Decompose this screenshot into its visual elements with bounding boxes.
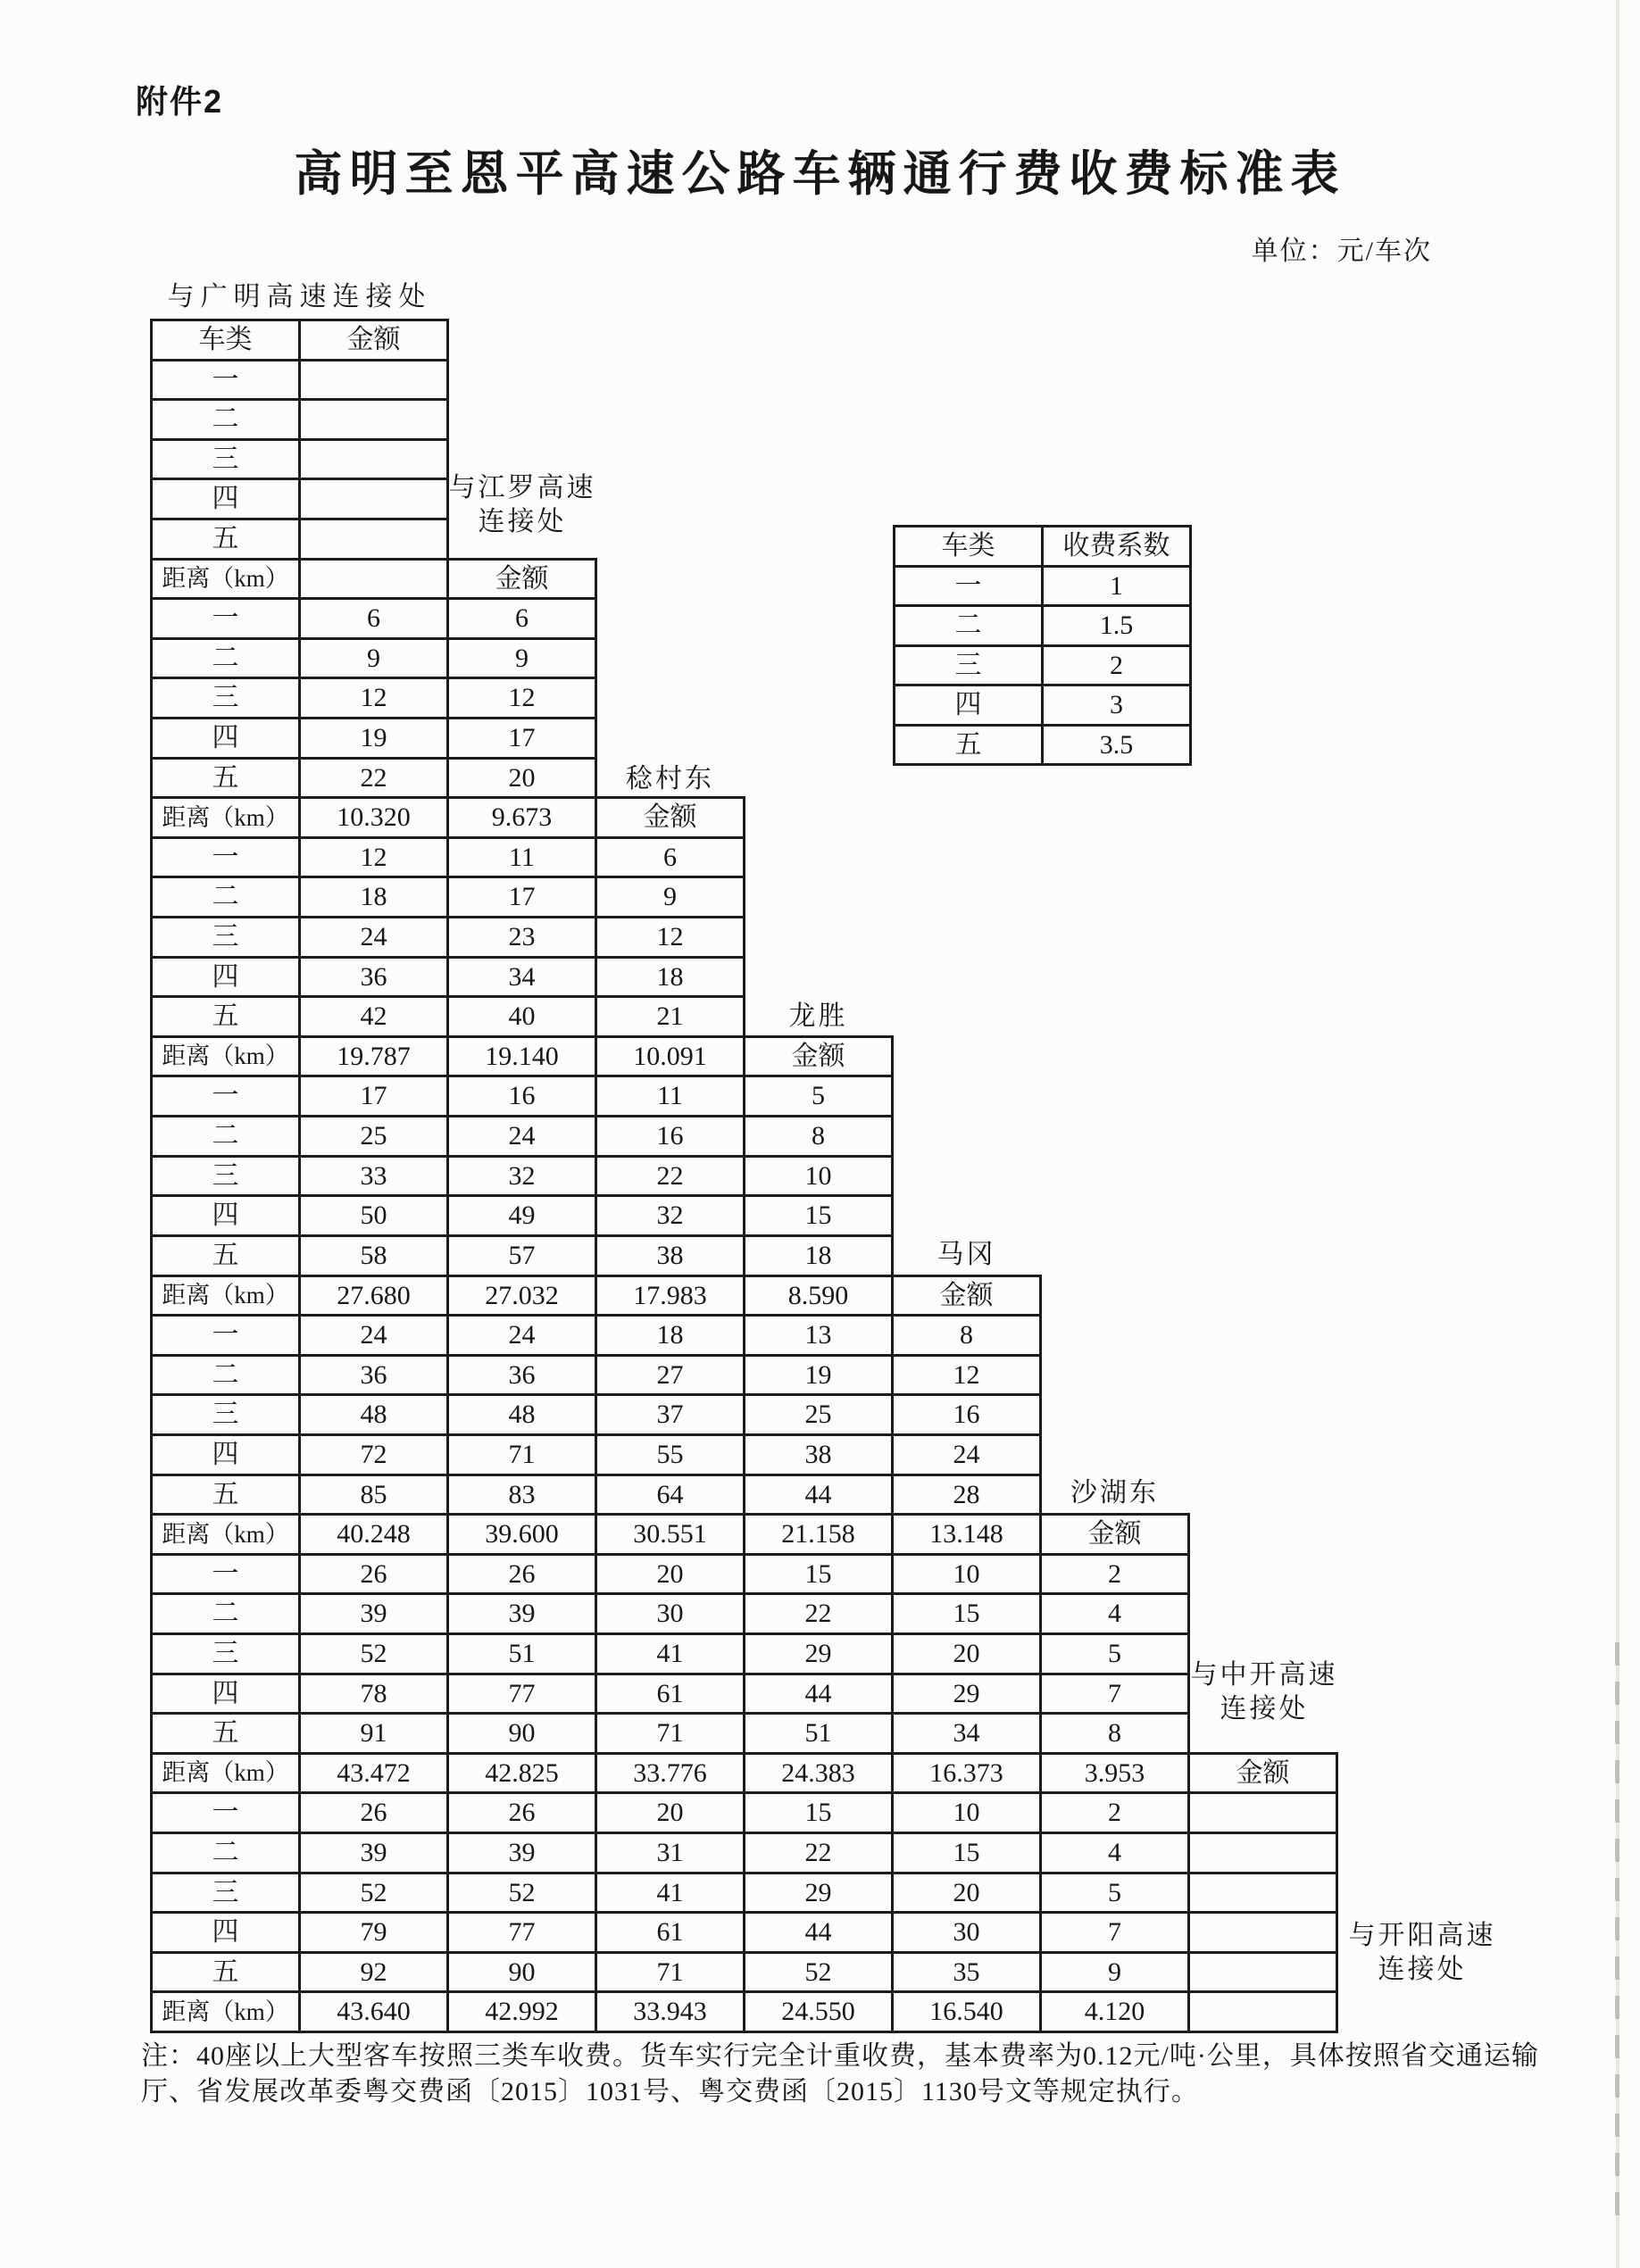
toll-amount-cell: 7 [1039,1911,1190,1954]
distance-row-label-cell: 距离（km） [150,1990,301,2033]
toll-amount-cell: 90 [446,1951,597,1993]
toll-amount-cell: 52 [743,1951,894,1993]
distance-value-cell: 21.158 [743,1513,894,1556]
toll-amount-cell: 28 [891,1474,1042,1516]
toll-amount-cell: 17 [446,717,597,760]
toll-amount-cell: 12 [595,916,745,959]
toll-amount-cell [298,359,449,401]
coef-factor-cell: 1 [1041,565,1192,607]
toll-amount-cell: 21 [595,995,745,1038]
toll-amount-cell: 44 [743,1673,894,1715]
toll-amount-cell: 39 [298,1832,449,1874]
toll-amount-cell [298,398,449,441]
corner-header-cell: 车类 [150,319,301,361]
class-row-label-cell: 五 [150,995,301,1038]
toll-amount-cell: 22 [298,757,449,799]
class-row-label-cell: 四 [150,1194,301,1237]
toll-amount-cell: 38 [743,1433,894,1476]
toll-amount-cell: 8 [1039,1712,1190,1755]
class-row-label-cell: 三 [150,916,301,959]
toll-amount-cell: 6 [298,597,449,640]
toll-amount-cell: 2 [1039,1791,1190,1834]
distance-value-cell: 19.140 [446,1035,597,1077]
class-row-label-cell: 一 [150,359,301,401]
toll-amount-cell [1187,1951,1338,1993]
toll-amount-cell: 17 [298,1075,449,1117]
exit-label-jiangluo [446,471,598,539]
toll-amount-cell: 12 [891,1354,1042,1396]
toll-amount-cell: 33 [298,1155,449,1197]
class-row-label-cell: 四 [150,717,301,760]
toll-amount-cell: 39 [446,1832,597,1874]
class-row-label-cell: 二 [150,1592,301,1635]
toll-amount-cell: 71 [595,1951,745,1993]
toll-amount-cell: 26 [446,1553,597,1595]
toll-amount-cell [298,518,449,561]
class-row-label-cell: 一 [150,1314,301,1357]
toll-amount-cell: 40 [446,995,597,1038]
footnote-line1: 注：40座以上大型客车按照三类车收费。货车实行完全计重收费，基本费率为0.12元/吨·公里，具体按照省交通运输 [141,2041,1539,2071]
toll-amount-cell: 6 [595,836,745,878]
distance-value-cell: 16.540 [891,1990,1042,2033]
toll-amount-cell: 25 [743,1393,894,1436]
distance-value-cell [1187,1990,1338,2033]
toll-amount-cell: 9 [446,637,597,679]
toll-amount-cell: 18 [298,876,449,918]
toll-amount-cell: 16 [891,1393,1042,1436]
toll-amount-cell: 8 [743,1115,894,1158]
distance-value-cell: 10.091 [595,1035,745,1077]
attachment-label: 附件2 [136,83,224,120]
toll-amount-cell: 22 [743,1592,894,1635]
toll-amount-cell: 12 [298,677,449,719]
toll-amount-cell [1187,1911,1338,1954]
toll-amount-cell: 85 [298,1474,449,1516]
toll-amount-cell: 52 [298,1872,449,1914]
toll-amount-cell: 77 [446,1673,597,1715]
distance-row-label-cell: 距离（km） [150,558,301,600]
toll-amount-cell: 10 [743,1155,894,1197]
exit-label-kaiyang-line1: 与开阳高速 [1348,1921,1496,1950]
exit-label-shahudong: 沙湖东 [1070,1478,1159,1508]
distance-value-cell: 24.550 [743,1990,894,2033]
distance-value-cell: 19.787 [298,1035,449,1077]
distance-value-cell: 16.373 [891,1752,1042,1794]
amount-header-cell: 金额 [1187,1752,1338,1794]
toll-amount-cell: 25 [298,1115,449,1158]
toll-amount-cell: 9 [1039,1951,1190,1993]
toll-amount-cell [1187,1832,1338,1874]
coef-factor-cell: 3 [1041,684,1192,727]
toll-amount-cell: 44 [743,1911,894,1954]
toll-amount-cell: 15 [891,1592,1042,1635]
toll-amount-cell: 22 [595,1155,745,1197]
toll-amount-cell: 55 [595,1433,745,1476]
class-row-label-cell: 五 [150,757,301,799]
class-row-label-cell: 三 [150,1632,301,1675]
exit-label-magang: 马冈 [937,1240,996,1269]
toll-amount-cell: 12 [446,677,597,719]
amount-header-cell: 金额 [298,319,449,361]
exit-label-zhongkai [1190,1658,1338,1726]
class-row-label-cell: 三 [150,1872,301,1914]
toll-amount-cell: 20 [446,757,597,799]
toll-amount-cell: 5 [1039,1632,1190,1675]
distance-value-cell: 39.600 [446,1513,597,1556]
toll-amount-cell: 24 [446,1314,597,1357]
exit-label-zhongkai-line2: 连接处 [1220,1694,1309,1724]
toll-amount-cell: 11 [446,836,597,878]
toll-amount-cell [1187,1791,1338,1834]
toll-amount-cell: 7 [1039,1673,1190,1715]
toll-amount-cell: 83 [446,1474,597,1516]
coef-class-cell: 五 [893,724,1044,766]
toll-amount-cell: 61 [595,1673,745,1715]
toll-amount-cell: 29 [891,1673,1042,1715]
toll-amount-cell: 20 [595,1553,745,1595]
toll-amount-cell: 10 [891,1791,1042,1834]
class-row-label-cell: 三 [150,1393,301,1436]
distance-value-cell [298,558,449,600]
toll-amount-cell: 57 [446,1234,597,1277]
class-row-label-cell: 三 [150,1155,301,1197]
toll-amount-cell: 15 [743,1553,894,1595]
class-row-label-cell: 三 [150,438,301,480]
toll-amount-cell: 92 [298,1951,449,1993]
amount-header-cell: 金额 [891,1275,1042,1317]
coef-class-cell: 二 [893,604,1044,647]
toll-amount-cell: 20 [891,1872,1042,1914]
toll-amount-cell: 58 [298,1234,449,1277]
toll-amount-cell: 18 [595,1314,745,1357]
coef-header-class-cell: 车类 [893,525,1044,568]
toll-amount-cell: 29 [743,1632,894,1675]
toll-amount-cell: 48 [298,1393,449,1436]
toll-amount-cell: 5 [743,1075,894,1117]
distance-value-cell: 42.825 [446,1752,597,1794]
toll-amount-cell: 50 [298,1194,449,1237]
toll-amount-cell: 15 [743,1791,894,1834]
coef-factor-cell: 1.5 [1041,604,1192,647]
toll-amount-cell: 64 [595,1474,745,1516]
exit-label-jiangluo-line2: 连接处 [478,507,567,536]
toll-amount-cell: 9 [298,637,449,679]
class-row-label-cell: 五 [150,1474,301,1516]
toll-amount-cell: 2 [1039,1553,1190,1595]
toll-amount-cell: 24 [891,1433,1042,1476]
toll-amount-cell: 36 [298,956,449,998]
toll-amount-cell: 17 [446,876,597,918]
unit-label: 单位：元/车次 [1251,237,1432,266]
toll-amount-cell: 51 [743,1712,894,1755]
toll-amount-cell: 39 [446,1592,597,1635]
toll-amount-cell: 5 [1039,1872,1190,1914]
distance-value-cell: 30.551 [595,1513,745,1556]
toll-amount-cell: 20 [595,1791,745,1834]
distance-value-cell: 43.472 [298,1752,449,1794]
toll-amount-cell [298,438,449,480]
toll-amount-cell: 71 [595,1712,745,1755]
amount-header-cell: 金额 [446,558,597,600]
toll-amount-cell: 18 [595,956,745,998]
toll-amount-cell [298,478,449,520]
class-row-label-cell: 四 [150,478,301,520]
distance-row-label-cell: 距离（km） [150,1035,301,1077]
exit-label-rencundong: 稔村东 [626,764,714,793]
toll-amount-cell: 51 [446,1632,597,1675]
toll-amount-cell: 15 [891,1832,1042,1874]
toll-amount-cell: 49 [446,1194,597,1237]
footnote [141,2039,1556,2110]
toll-amount-cell: 72 [298,1433,449,1476]
toll-amount-cell: 30 [595,1592,745,1635]
distance-value-cell: 17.983 [595,1275,745,1317]
distance-value-cell: 13.148 [891,1513,1042,1556]
distance-row-label-cell: 距离（km） [150,1513,301,1556]
coef-factor-cell: 3.5 [1041,724,1192,766]
class-row-label-cell: 四 [150,1673,301,1715]
toll-amount-cell: 24 [298,1314,449,1357]
class-row-label-cell: 二 [150,1115,301,1158]
class-row-label-cell: 二 [150,637,301,679]
toll-amount-cell: 26 [446,1791,597,1834]
class-row-label-cell: 一 [150,836,301,878]
toll-amount-cell: 9 [595,876,745,918]
toll-amount-cell: 71 [446,1433,597,1476]
toll-amount-cell: 27 [595,1354,745,1396]
distance-value-cell: 10.320 [298,796,449,839]
exit-label-zhongkai-line1: 与中开高速 [1190,1660,1338,1690]
distance-value-cell: 42.992 [446,1990,597,2033]
class-row-label-cell: 一 [150,1075,301,1117]
distance-value-cell: 27.032 [446,1275,597,1317]
toll-amount-cell: 19 [298,717,449,760]
class-row-label-cell: 二 [150,1354,301,1396]
class-row-label-cell: 一 [150,597,301,640]
toll-amount-cell: 4 [1039,1832,1190,1874]
toll-amount-cell: 18 [743,1234,894,1277]
toll-amount-cell: 38 [595,1234,745,1277]
class-row-label-cell: 一 [150,1553,301,1595]
toll-amount-cell: 23 [446,916,597,959]
toll-amount-cell: 30 [891,1911,1042,1954]
distance-value-cell: 40.248 [298,1513,449,1556]
distance-row-label-cell: 距离（km） [150,1275,301,1317]
class-row-label-cell: 四 [150,1911,301,1954]
toll-amount-cell: 6 [446,597,597,640]
toll-amount-cell: 41 [595,1632,745,1675]
toll-amount-cell: 32 [595,1194,745,1237]
toll-amount-cell: 52 [298,1632,449,1675]
distance-value-cell: 4.120 [1039,1990,1190,2033]
distance-value-cell: 24.383 [743,1752,894,1794]
class-row-label-cell: 二 [150,1832,301,1874]
exit-label-kaiyang [1337,1919,1507,1987]
class-row-label-cell: 一 [150,1791,301,1834]
coef-header-factor-cell: 收费系数 [1041,525,1192,568]
scan-scratch-artifact [1615,1642,1619,2231]
toll-amount-cell: 4 [1039,1592,1190,1635]
class-row-label-cell: 二 [150,398,301,441]
toll-amount-cell: 32 [446,1155,597,1197]
toll-amount-cell: 78 [298,1673,449,1715]
toll-amount-cell: 42 [298,995,449,1038]
toll-amount-cell: 90 [446,1712,597,1755]
class-row-label-cell: 五 [150,1234,301,1277]
toll-amount-cell: 20 [891,1632,1042,1675]
toll-amount-cell: 36 [298,1354,449,1396]
toll-amount-cell: 19 [743,1354,894,1396]
toll-amount-cell: 31 [595,1832,745,1874]
toll-amount-cell: 48 [446,1393,597,1436]
toll-amount-cell: 8 [891,1314,1042,1357]
distance-value-cell: 43.640 [298,1990,449,2033]
distance-value-cell: 33.943 [595,1990,745,2033]
toll-amount-cell: 22 [743,1832,894,1874]
toll-amount-cell: 77 [446,1911,597,1954]
page-title: 高明至恩平高速公路车辆通行费收费标准表 [294,147,1346,201]
footnote-line2: 厅、省发展改革委粤交费函〔2015〕1031号、粤交费函〔2015〕1130号文等规定执行。 [141,2077,1199,2106]
class-row-label-cell: 五 [150,518,301,561]
toll-amount-cell: 12 [298,836,449,878]
toll-amount-cell: 16 [446,1075,597,1117]
toll-amount-cell: 35 [891,1951,1042,1993]
class-row-label-cell: 四 [150,956,301,998]
toll-amount-cell: 36 [446,1354,597,1396]
distance-value-cell: 27.680 [298,1275,449,1317]
class-row-label-cell: 二 [150,876,301,918]
toll-amount-cell: 61 [595,1911,745,1954]
class-row-label-cell: 三 [150,677,301,719]
amount-header-cell: 金额 [1039,1513,1190,1556]
exit-label-jiangluo-line1: 与江罗高速 [448,473,596,503]
distance-row-label-cell: 距离（km） [150,1752,301,1794]
toll-amount-cell: 34 [446,956,597,998]
toll-amount-cell: 41 [595,1872,745,1914]
toll-amount-cell: 29 [743,1872,894,1914]
toll-amount-cell: 10 [891,1553,1042,1595]
amount-header-cell: 金额 [595,796,745,839]
coef-class-cell: 三 [893,644,1044,686]
toll-amount-cell: 11 [595,1075,745,1117]
toll-amount-cell: 91 [298,1712,449,1755]
distance-value-cell: 9.673 [446,796,597,839]
coef-factor-cell: 2 [1041,644,1192,686]
toll-amount-cell [1187,1872,1338,1914]
toll-amount-cell: 37 [595,1393,745,1436]
toll-amount-cell: 16 [595,1115,745,1158]
toll-amount-cell: 39 [298,1592,449,1635]
distance-row-label-cell: 距离（km） [150,796,301,839]
distance-value-cell: 33.776 [595,1752,745,1794]
toll-amount-cell: 79 [298,1911,449,1954]
coef-class-cell: 一 [893,565,1044,607]
exit-label-kaiyang-line2: 连接处 [1378,1955,1467,1984]
toll-amount-cell: 24 [298,916,449,959]
amount-header-cell: 金额 [743,1035,894,1077]
toll-amount-cell: 52 [446,1872,597,1914]
distance-value-cell: 3.953 [1039,1752,1190,1794]
coef-class-cell: 四 [893,684,1044,727]
class-row-label-cell: 五 [150,1712,301,1755]
toll-amount-cell: 44 [743,1474,894,1516]
toll-amount-cell: 13 [743,1314,894,1357]
toll-amount-cell: 26 [298,1791,449,1834]
toll-amount-cell: 15 [743,1194,894,1237]
class-row-label-cell: 五 [150,1951,301,1993]
exit-label-longsheng: 龙胜 [788,1001,848,1031]
toll-amount-cell: 24 [446,1115,597,1158]
exit-label-guangming: 与广明高速连接处 [167,282,432,312]
toll-amount-cell: 34 [891,1712,1042,1755]
class-row-label-cell: 四 [150,1433,301,1476]
distance-value-cell: 8.590 [743,1275,894,1317]
toll-amount-cell: 26 [298,1553,449,1595]
